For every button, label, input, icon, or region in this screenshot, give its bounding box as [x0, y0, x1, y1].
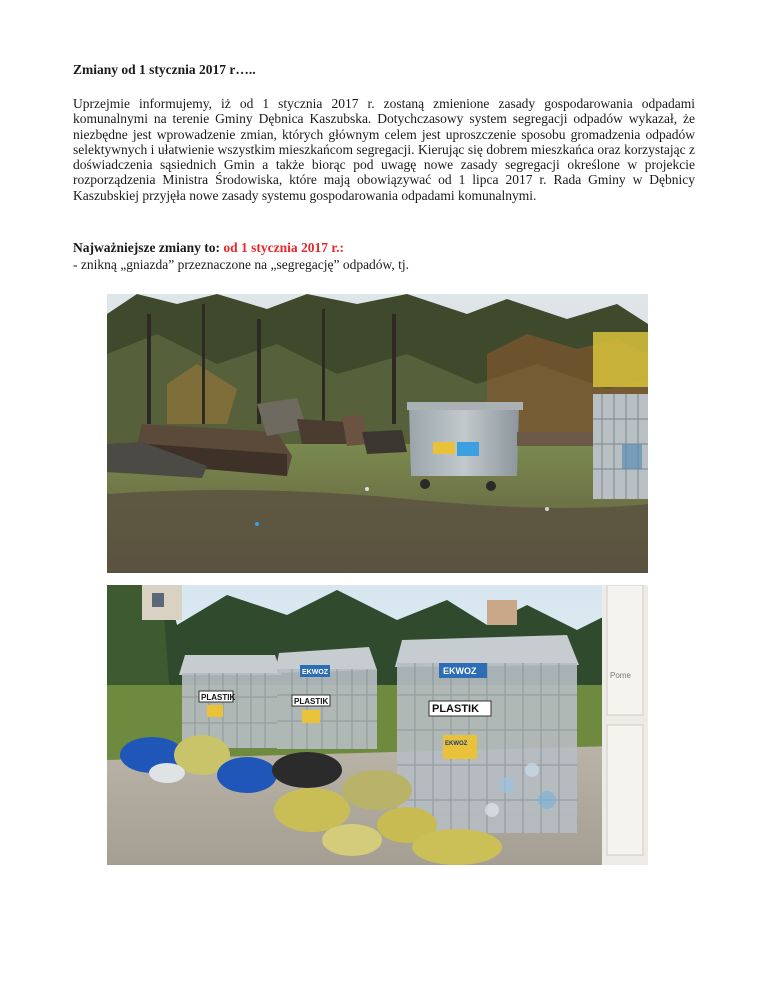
- photo-plastic-cages: [107, 585, 648, 865]
- photo-dumped-waste-image: [107, 294, 648, 573]
- side-structure-text: Pome: [610, 671, 631, 680]
- plastic-cage-right: [395, 635, 579, 833]
- plastik-sign-right: PLASTIK: [432, 703, 480, 715]
- intro-paragraph: Uprzejmie informujemy, iż od 1 stycznia 2017 r. zostaną zmienione zasady gospodarowania odpadami komunalnymi na terenie Gminy Dębnica Kaszubska. Dotychczasowy system segregacji odpadów wykazał, że niezbędne jest wprowadzenie zmian, których głównym celem jest uproszczenie sposobu gromadzenia odpadów selektywnych i ułatwienie wszystkim mieszkańcom segregacji. Kierując się dobrem mieszkańca oraz korzystając z doświadczenia sąsiednich Gmin a także biorąc pod uwagę nowe zasady segregacji określone w projekcie rozporządzenia Ministra Środowiska, które mają obowiązywać od 1 lipca 2017 r. Rada Gminy w Dębnicy Kaszubskiej przyjęła nowe zasady systemu gospodarowania odpadami komunalnymi.: [73, 96, 695, 203]
- ekwoz-logo-2: EKWOZ: [443, 666, 477, 676]
- bullet-item: - znikną „gniazda” przeznaczone na „segregację” odpadów, tj.: [73, 257, 410, 272]
- photo-plastic-cages-image: [107, 585, 648, 865]
- plastik-sign-left: PLASTIK: [201, 693, 236, 702]
- changes-label: Najważniejsze zmiany to:: [73, 240, 220, 255]
- photo-dumped-waste: [107, 294, 648, 573]
- ekwoz-logo-3: EKWOZ: [445, 741, 468, 747]
- plastic-cage-middle: [275, 647, 377, 749]
- changes-date: od 1 stycznia 2017 r.:: [223, 240, 344, 255]
- plastic-cage-left: [179, 655, 282, 748]
- plastik-sign-middle: PLASTIK: [294, 697, 329, 706]
- changes-title: [73, 240, 344, 256]
- ekwoz-logo-1: EKWOZ: [302, 669, 329, 676]
- document-heading: Zmiany od 1 stycznia 2017 r…..: [73, 62, 256, 77]
